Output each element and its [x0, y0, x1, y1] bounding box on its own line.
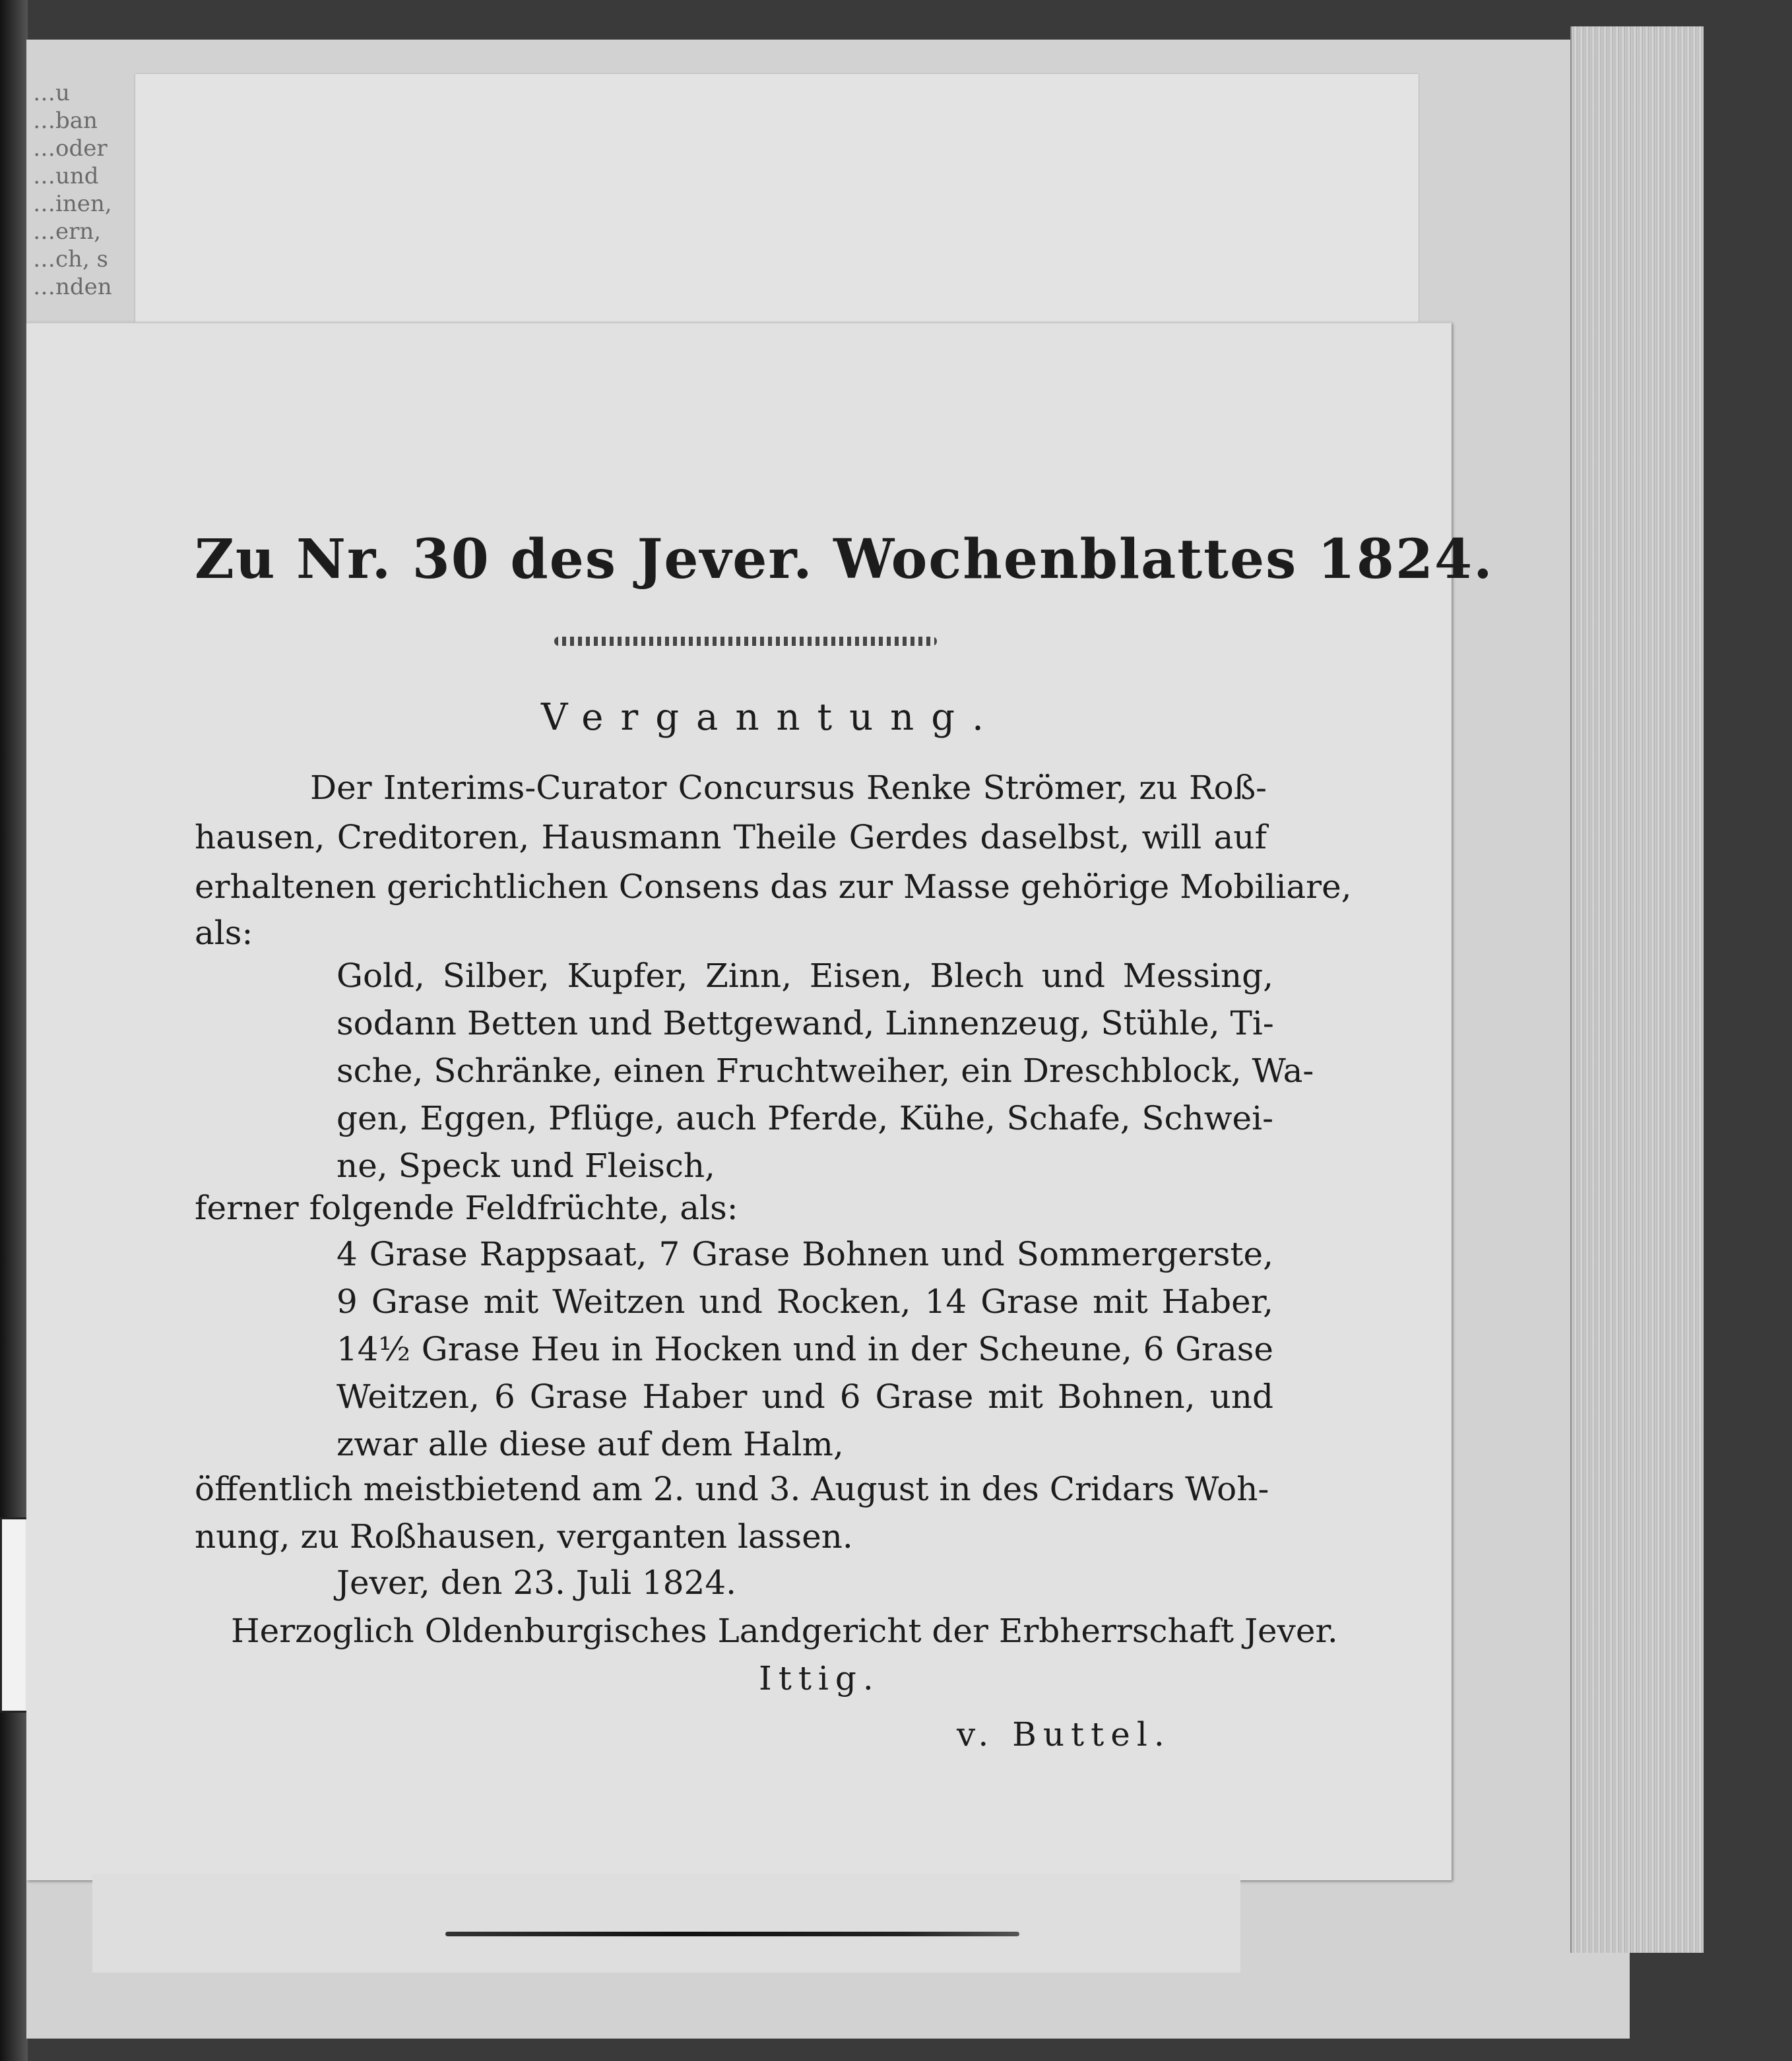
feldfrucht-line: zwar alle diese auf dem Halm,	[336, 1425, 844, 1463]
margin-fragment: …und	[33, 163, 99, 189]
mobiliar-line: Gold, Silber, Kupfer, Zinn, Eisen, Blech und Messing,	[336, 957, 1273, 995]
court-name: Herzoglich Oldenburgisches Landgericht der Erbherrschaft Jever.	[231, 1612, 1338, 1650]
title-ornament-rule	[554, 637, 937, 646]
closing-rule	[445, 1932, 1019, 1936]
feldfrucht-line: 9 Grase mit Weitzen und Rocken, 14 Grase mit Haber,	[336, 1283, 1273, 1321]
intro-line: erhaltenen gerichtlichen Consens das zur Masse gehörige Mobiliare,	[195, 868, 1352, 906]
margin-fragment: …inen,	[33, 191, 112, 217]
margin-fragment: …oder	[33, 135, 108, 162]
signature-buttel: v. Buttel.	[957, 1715, 1171, 1754]
intro-line: hausen, Creditoren, Hausmann Theile Gerdes daselbst, will auf	[195, 818, 1267, 856]
margin-fragment: …u	[33, 80, 70, 106]
mobiliar-line: sodann Betten und Bettgewand, Linnenzeug, Stühle, Ti-	[336, 1004, 1274, 1042]
margin-fragment: …ch, s	[33, 246, 109, 272]
ferner-line: ferner folgende Feldfrüchte, als:	[195, 1189, 738, 1227]
closing-line: öffentlich meistbietend am 2. und 3. August in des Cridars Woh-	[195, 1470, 1269, 1508]
date-line: Jever, den 23. Juli 1824.	[336, 1564, 737, 1602]
mobiliar-line: gen, Eggen, Pflüge, auch Pferde, Kühe, Schafe, Schwei-	[336, 1099, 1273, 1137]
margin-fragment: …ban	[33, 108, 98, 134]
closing-line: nung, zu Roßhausen, verganten lassen.	[195, 1517, 853, 1556]
intro-line: als:	[195, 914, 253, 952]
mobiliar-line: ne, Speck und Fleisch,	[336, 1147, 715, 1185]
margin-fragment: …nden	[33, 274, 112, 300]
feldfrucht-line: 14½ Grase Heu in Hocken und in der Scheune, 6 Grase	[336, 1330, 1273, 1368]
margin-fragment: …ern,	[33, 218, 102, 245]
signature-ittig: Ittig.	[759, 1659, 880, 1697]
mobiliar-line: sche, Schränke, einen Fruchtweiher, ein Dreschblock, Wa-	[336, 1052, 1314, 1090]
feldfrucht-line: 4 Grase Rappsaat, 7 Grase Bohnen und Sommergerste,	[336, 1235, 1273, 1273]
intro-line: Der Interims-Curator Concursus Renke Strömer, zu Roß-	[310, 769, 1267, 807]
feldfrucht-line: Weitzen, 6 Grase Haber und 6 Grase mit Bohnen, und	[336, 1378, 1273, 1416]
page-title: Zu Nr. 30 des Jever. Wochenblattes 1824.	[195, 528, 1494, 591]
notice-heading: Verganntung.	[541, 696, 1001, 739]
